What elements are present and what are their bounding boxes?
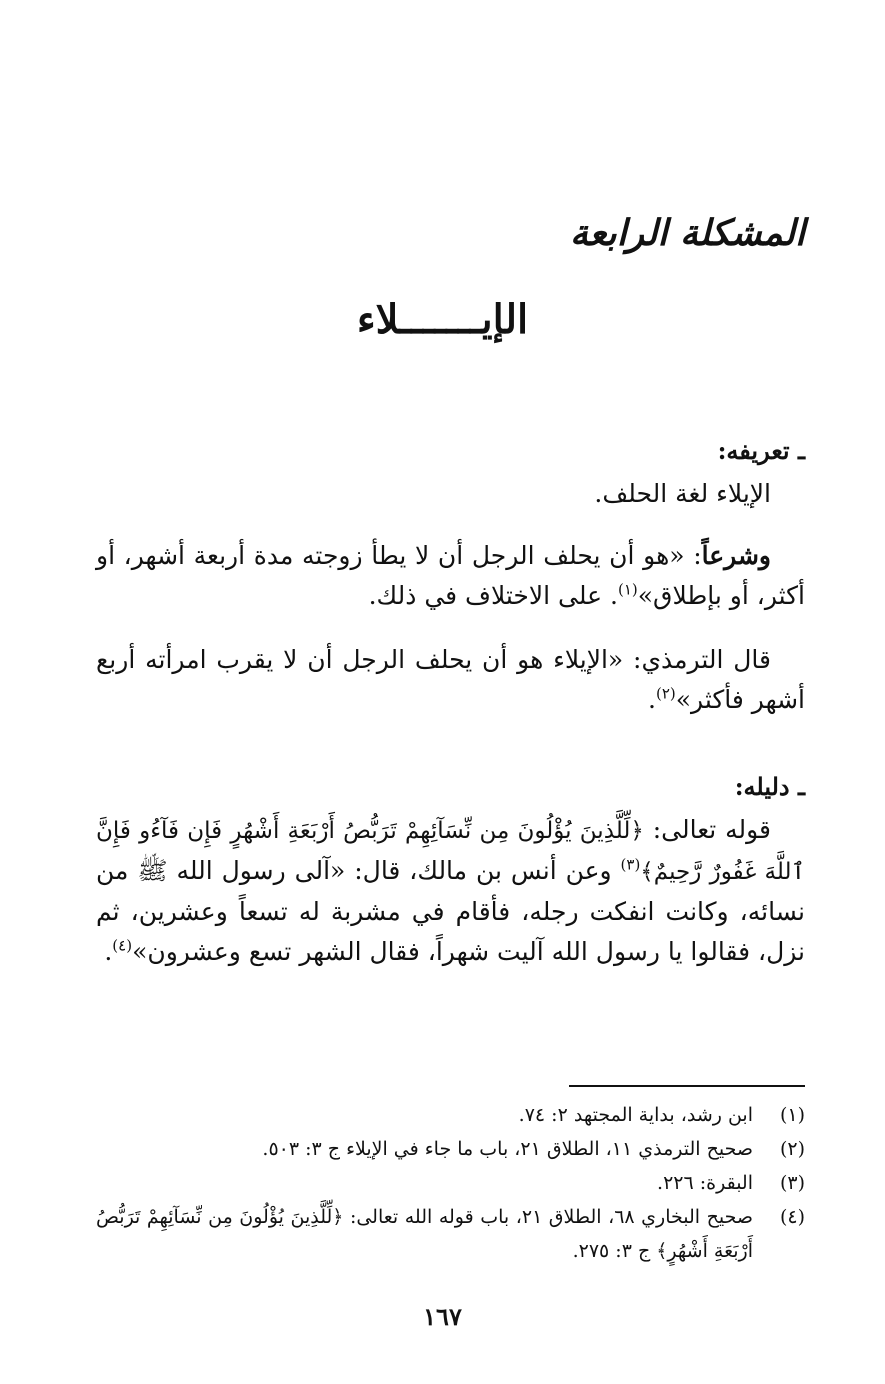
- footnote-text: صحيح الترمذي ١١، الطلاق ٢١، باب ما جاء في الإيلاء ج ٣: ٥٠٣.: [262, 1138, 753, 1160]
- shari-definition-lead: وشرعاً: [701, 541, 771, 570]
- footnote-ref-1[interactable]: (١): [617, 580, 638, 599]
- definition-text: الإيلاء لغة الحلف.: [594, 479, 771, 508]
- footnote-number: (٣): [779, 1172, 805, 1194]
- footnote-number: (٤): [779, 1206, 805, 1228]
- evidence-heading: ـ دليله:: [734, 772, 805, 801]
- definition-paragraph-1: [96, 474, 805, 514]
- footnote-separator: [569, 1085, 805, 1087]
- footnote-text: البقرة: ٢٢٦.: [657, 1172, 753, 1194]
- evidence-paragraph: [96, 810, 805, 972]
- footnote-2: [96, 1132, 805, 1166]
- footnote-3: [96, 1166, 805, 1200]
- shari-definition-tail: . على الاختلاف في ذلك.: [368, 581, 618, 610]
- footnote-number: (١): [779, 1104, 805, 1126]
- footnote-4: [96, 1200, 805, 1268]
- evidence-lead: قوله تعالى:: [643, 815, 772, 844]
- shari-definition-text: : «هو أن يحلف الرجل أن لا يطأ زوجته مدة أربعة أشهر، أو أكثر، أو بإطلاق»: [96, 541, 805, 610]
- quran-verse: ﴿لِّلَّذِينَ يُؤْلُونَ مِن نِّسَآئِهِمْ تَرَبُّصُ أَرْبَعَةِ أَشْهُرٍ فَإِن فَآءُو فَإِنَّ ٱللَّهَ غَفُورٌ رَّحِيمٌ﴾: [96, 818, 805, 885]
- tirmidhi-quote: قال الترمذي: «الإيلاء هو أن يحلف الرجل أن لا يقرب امرأته أربع أشهر فأكثر»: [96, 645, 805, 714]
- footnote-1: [96, 1098, 805, 1132]
- footnote-text: ابن رشد، بداية المجتهد ٢: ٧٤.: [518, 1104, 753, 1126]
- footnote-number: (٢): [779, 1138, 805, 1160]
- definition-paragraph-2: [96, 536, 805, 616]
- page-number: ١٦٧: [423, 1302, 462, 1331]
- hadith-text: وعن أنس بن مالك، قال: «آلى رسول الله ﷺ من نسائه، وكانت انفكت رجله، فأقام في مشربة له تسعاً وعشرين، ثم نزل، فقالوا يا رسول الله آليت شهراً، فقال الشهر تسع وعشرون»: [96, 856, 805, 966]
- chapter-label: المشكلة الرابعة: [569, 212, 805, 254]
- footnote-ref-2[interactable]: (٢): [655, 684, 676, 703]
- footnote-ref-4[interactable]: (٤): [112, 936, 133, 955]
- footnotes: [96, 1098, 805, 1268]
- footnote-ref-3[interactable]: (٣): [620, 855, 641, 874]
- hadith-tail: .: [104, 937, 113, 966]
- footnote-text: صحيح البخاري ٦٨، الطلاق ٢١، باب قوله الله تعالى: ﴿لِّلَّذِينَ يُؤْلُونَ مِن نِّسَآئِهِمْ تَرَبُّصُ أَرْبَعَةِ أَشْهُرٍ﴾ ج ٣: ٢٧٥.: [96, 1206, 753, 1262]
- tirmidhi-quote-tail: .: [648, 685, 656, 714]
- definition-paragraph-3: [96, 640, 805, 720]
- definition-heading: ـ تعريفه:: [717, 436, 805, 465]
- chapter-title: الإيـــــــلاء: [356, 296, 529, 343]
